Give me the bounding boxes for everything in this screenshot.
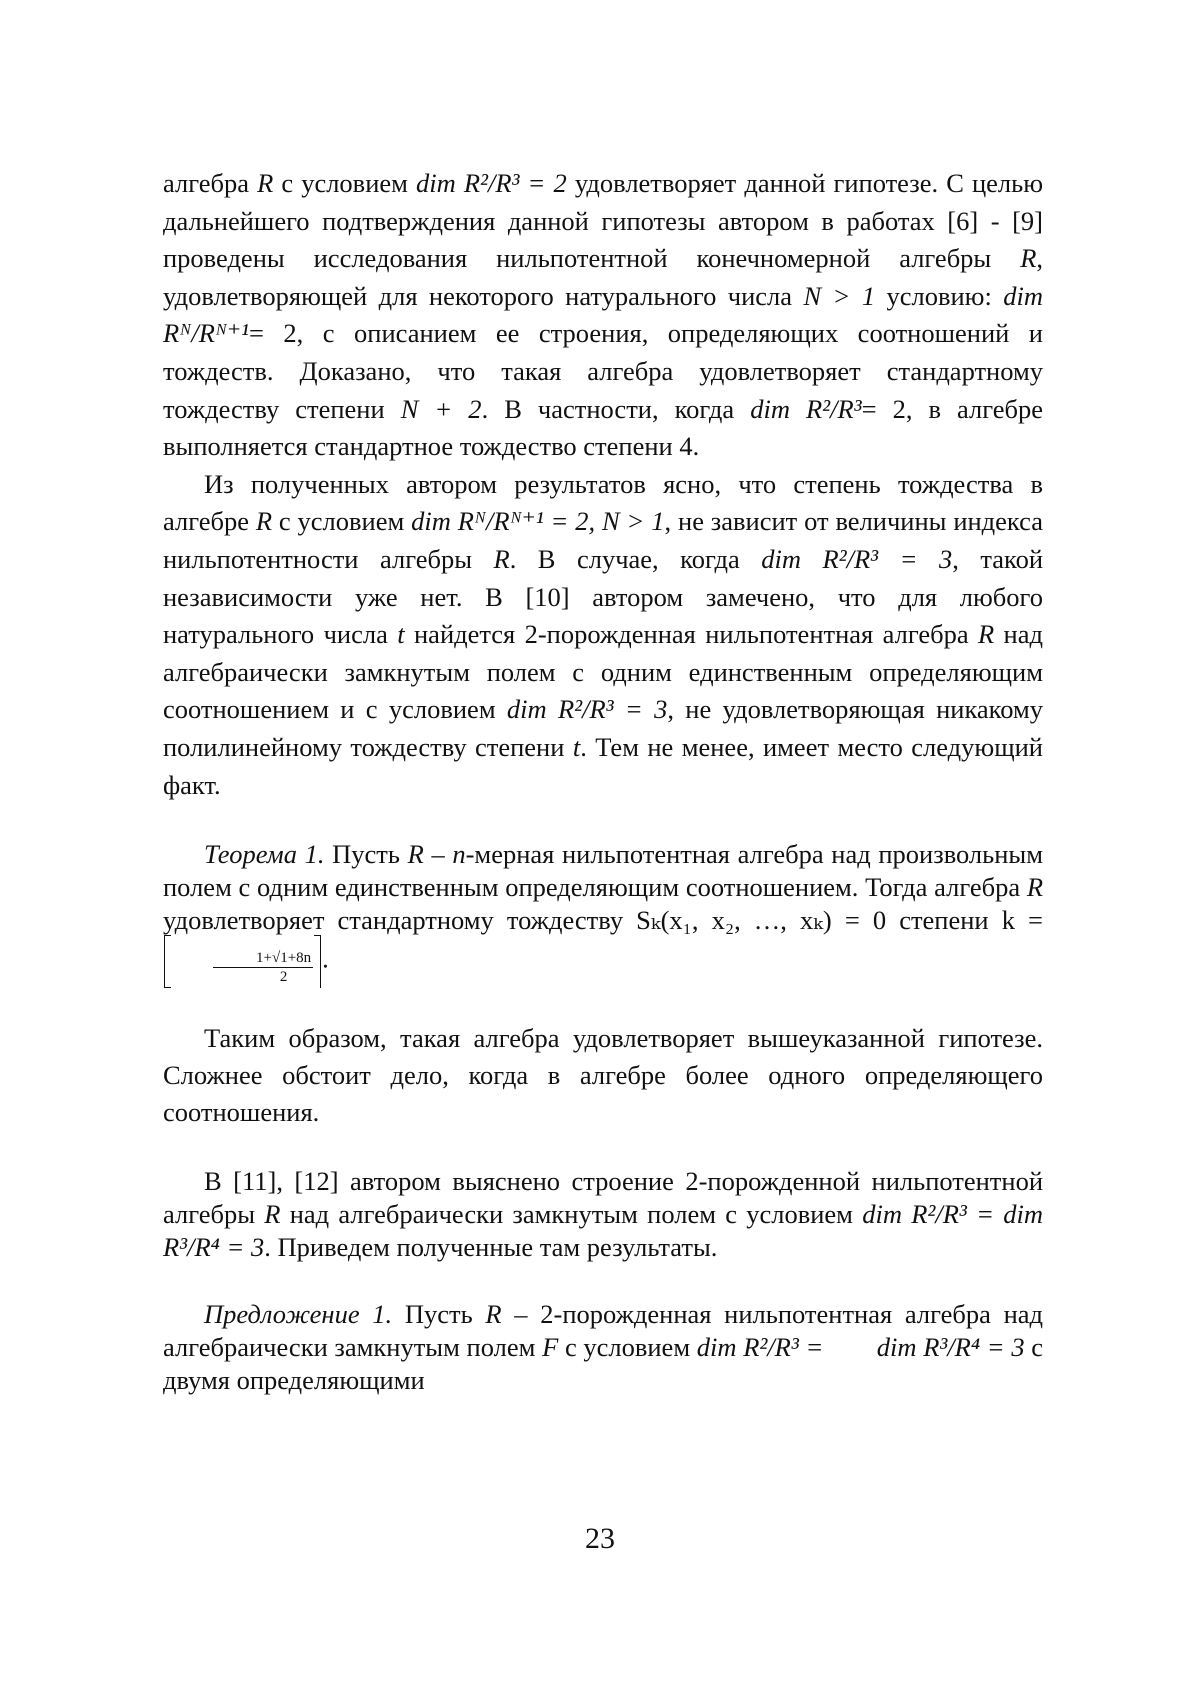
text: . В случае, когда bbox=[510, 544, 762, 574]
fraction bbox=[213, 950, 313, 986]
text: с условием bbox=[272, 506, 411, 536]
text: , удовлетворяющей для некоторого натурального числа bbox=[163, 243, 1043, 311]
text: Пусть bbox=[392, 1299, 485, 1329]
fraction-numerator: 1+√1+8n bbox=[213, 950, 313, 968]
math-formula: dim R³/R⁴ = 3 bbox=[877, 1332, 1025, 1362]
math-formula: N + 2 bbox=[401, 394, 482, 424]
text: над алгебраически замкнутым полем с условием bbox=[280, 1199, 862, 1229]
theorem-title: Теорема 1. bbox=[204, 839, 324, 869]
text: – 2-порожденная нильпотентная алгебра над алгебраически замкнутым полем bbox=[163, 1299, 1043, 1362]
math-R: R bbox=[264, 1199, 280, 1229]
text: с двумя определяющими bbox=[163, 1332, 1043, 1395]
math-formula: dim R²/R³ = dim R³/R⁴ = 3 bbox=[163, 1199, 1043, 1262]
text: с условием bbox=[273, 168, 416, 198]
math-R: R bbox=[978, 619, 994, 649]
math-formula: dim Rᴺ/Rᴺ⁺¹ = 2, N > 1 bbox=[411, 506, 664, 536]
math-formula: dim R²/R³ = bbox=[697, 1332, 824, 1362]
fraction-denominator: 2 bbox=[239, 968, 288, 986]
math-R: R bbox=[1027, 872, 1043, 902]
text: . В частности, когда bbox=[482, 394, 751, 424]
math-R: R bbox=[485, 1299, 501, 1329]
paragraph-conclusion: Таким образом, такая алгебра удовлетворяет вышеуказанной гипотезе. Сложнее обстоит дело, когда в алгебре более одного определяющего соотношения. bbox=[163, 1020, 1043, 1131]
math-formula: t bbox=[397, 619, 404, 649]
floor-bracket-fraction bbox=[163, 937, 322, 986]
math-R: R bbox=[1020, 243, 1036, 273]
text: . bbox=[322, 944, 329, 974]
spacer bbox=[823, 1332, 876, 1362]
math-formula: dim Rᴺ/Rᴺ⁺¹ bbox=[163, 281, 1043, 349]
text: – bbox=[424, 839, 453, 869]
math-R: R bbox=[494, 544, 510, 574]
text: с условием bbox=[558, 1332, 697, 1362]
math-formula: dim R²/R³ = 3 bbox=[761, 544, 952, 574]
text: алгебра bbox=[163, 168, 257, 198]
math-k-equals: k = bbox=[1002, 905, 1043, 935]
text: степени bbox=[886, 905, 1002, 935]
paragraph-hypothesis-continuation bbox=[163, 165, 1043, 466]
text: = 2, с описанием ее строения, определяющих соотношений и тождеств. Доказано, что такая алгебра удовлетворяет стандартному тождеству степени bbox=[163, 318, 1043, 423]
math-R: R bbox=[256, 506, 272, 536]
math-standard-identity: Sₖ(x₁, x₂, …, xₖ) = 0 bbox=[636, 905, 886, 935]
math-R: R bbox=[257, 168, 273, 198]
math-formula: N > 1 bbox=[803, 281, 875, 311]
math-n: n bbox=[452, 839, 465, 869]
text: В [11], [12] автором выяснено строение 2-порожденной нильпотентной алгебры bbox=[163, 1166, 1043, 1229]
text: , не удовлетворяющая никакому полилинейному тождеству степени bbox=[163, 694, 1043, 762]
math-formula: t bbox=[573, 732, 580, 762]
text: . Тем не менее, имеет место следующий факт. bbox=[163, 732, 1043, 800]
math-formula: dim R²/R³ bbox=[750, 394, 861, 424]
proposition-title: Предложение 1. bbox=[204, 1299, 392, 1329]
text: условию: bbox=[875, 281, 1003, 311]
math-formula: dim R²/R³ = 2 bbox=[416, 168, 567, 198]
paragraph-independence bbox=[163, 466, 1043, 804]
paragraph-references bbox=[163, 1165, 1043, 1264]
math-formula: dim R²/R³ = 3 bbox=[507, 694, 667, 724]
text: найдется 2-порожденная нильпотентная алгебра bbox=[405, 619, 978, 649]
text: , не зависит от величины индекса нильпотентности алгебры bbox=[163, 506, 1043, 574]
text: Из полученных автором результатов ясно, что степень тождества в алгебре bbox=[163, 469, 1043, 537]
text: = 2, в алгебре выполняется стандартное тождество степени 4. bbox=[163, 394, 1043, 462]
text: Пусть bbox=[324, 839, 407, 869]
text: над алгебраически замкнутым полем с одним единственным определяющим соотношением и с условием bbox=[163, 619, 1043, 724]
text: , такой независимости уже нет. В [10] автором замечено, что для любого натурального числа bbox=[163, 544, 1043, 649]
theorem-1 bbox=[163, 838, 1043, 986]
math-F: F bbox=[542, 1332, 558, 1362]
page-number: 23 bbox=[0, 1522, 1200, 1556]
math-R: R bbox=[408, 839, 424, 869]
page-content bbox=[163, 165, 1043, 1397]
text: -мерная нильпотентная алгебра над произвольным полем с одним единственным определяющим соотношением. Тогда алгебра bbox=[163, 839, 1043, 902]
text: . Приведем полученные там результаты. bbox=[264, 1232, 717, 1262]
proposition-1 bbox=[163, 1298, 1043, 1397]
text: удовлетворяет стандартному тождеству bbox=[163, 905, 636, 935]
text: удовлетворяет данной гипотезе. С целью дальнейшего подтверждения данной гипотезы автором в работах [6] - [9] проведены исследования нильпотентной конечномерной алгебры bbox=[163, 168, 1043, 273]
